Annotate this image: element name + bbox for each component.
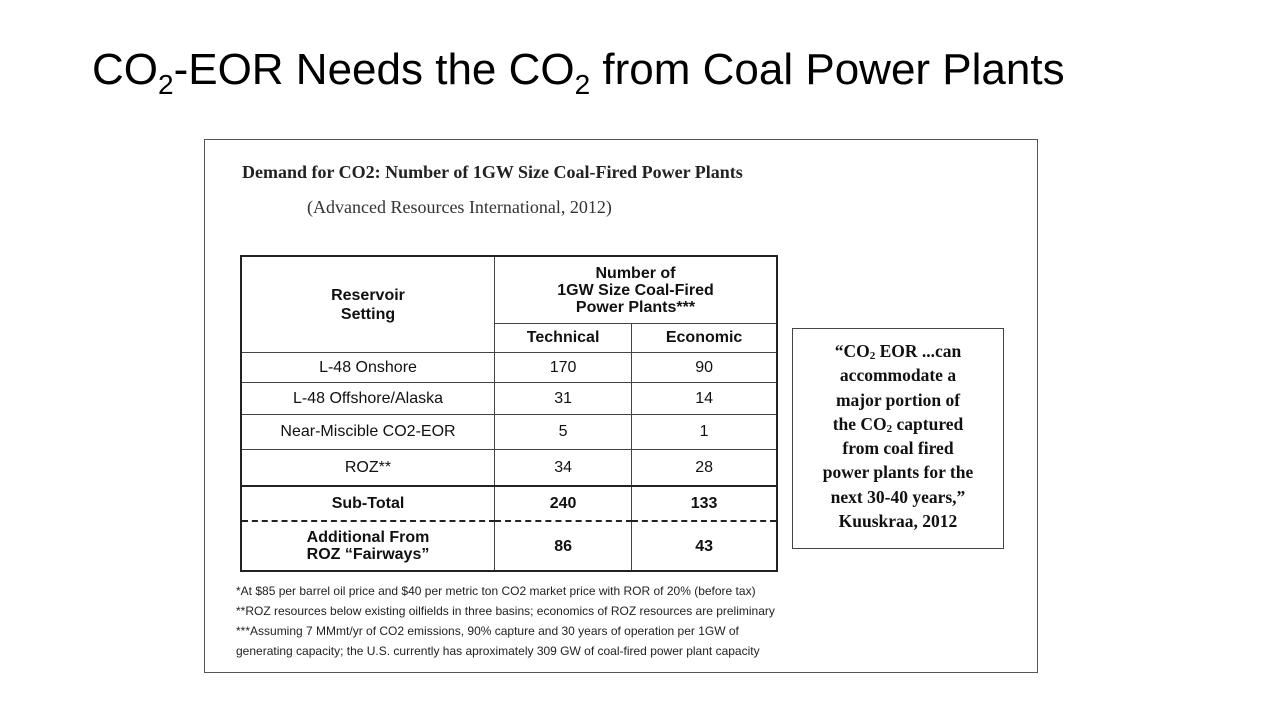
cell-economic: 28 <box>632 450 777 487</box>
quote-subscript: 2 <box>886 422 893 435</box>
header-group-line2: 1GW Size Coal-Fired <box>557 281 714 299</box>
table-row <box>241 383 777 415</box>
footnote: ***Assuming 7 MMmt/yr of CO2 emissions, 90% capture and 30 years of operation per 1GW of <box>236 624 739 638</box>
subtotal-economic: 133 <box>632 486 777 521</box>
cell-setting: Near-Miscible CO2-EOR <box>241 415 495 450</box>
header-group-line1: Number of <box>595 264 676 282</box>
power-plants-table <box>240 255 778 572</box>
subtotal-technical: 240 <box>495 486 632 521</box>
additional-row <box>241 521 777 571</box>
subtotal-label: Sub-Total <box>241 486 495 521</box>
footnote: *At $85 per barrel oil price and $40 per metric ton CO2 market price with ROR of 20% (before tax) <box>236 584 756 598</box>
title-text-part2: -EOR Needs the CO <box>173 45 575 94</box>
slide-title <box>92 42 1065 98</box>
footnote: **ROZ resources below existing oilfields in three basins; economics of ROZ resources are preliminary <box>236 604 775 618</box>
footnote: generating capacity; the U.S. currently has aproximately 309 GW of coal-fired power plant capacity <box>236 644 760 658</box>
table-row <box>241 353 777 383</box>
header-number-of-plants <box>495 256 778 324</box>
table-header-row <box>241 256 777 324</box>
additional-label-line1: Additional From <box>306 529 430 546</box>
header-reservoir-setting <box>241 256 495 353</box>
header-technical: Technical <box>495 324 632 353</box>
table-row <box>241 450 777 487</box>
cell-technical: 170 <box>495 353 632 383</box>
quote-line: next 30-40 years,” <box>830 486 966 507</box>
footnotes <box>236 581 775 661</box>
cell-setting: ROZ** <box>241 450 495 487</box>
cell-setting: L-48 Offshore/Alaska <box>241 383 495 415</box>
additional-label <box>241 521 495 571</box>
quote-text: “CO <box>834 341 870 361</box>
additional-label-line2: ROZ “Fairways” <box>306 546 430 563</box>
header-group-line3: Power Plants*** <box>575 298 696 316</box>
quote-line <box>793 339 1003 363</box>
figure-title: Demand for CO2: Number of 1GW Size Coal-Fired Power Plants <box>242 162 743 182</box>
cell-setting: L-48 Onshore <box>241 353 495 383</box>
quote-line: from coal fired <box>842 438 954 459</box>
header-setting-line1: Reservoir <box>331 286 405 304</box>
quote-line <box>793 412 1003 436</box>
header-economic: Economic <box>632 324 777 353</box>
table-row <box>241 415 777 450</box>
additional-technical: 86 <box>495 521 632 571</box>
cell-technical: 34 <box>495 450 632 487</box>
title-subscript-2: 2 <box>574 69 591 100</box>
quote-text: EOR ...can <box>875 341 962 361</box>
cell-economic: 1 <box>632 415 777 450</box>
quote-text: the CO <box>832 413 887 434</box>
quote-text: captured <box>892 413 964 434</box>
title-text-part1: CO <box>92 45 158 94</box>
title-subscript-1: 2 <box>158 69 174 100</box>
cell-economic: 14 <box>632 383 777 415</box>
additional-economic: 43 <box>632 521 777 571</box>
header-setting-line2: Setting <box>340 305 396 323</box>
cell-economic: 90 <box>632 353 777 383</box>
quote-line: power plants for the <box>822 462 974 483</box>
figure-subtitle: (Advanced Resources International, 2012) <box>307 197 612 217</box>
cell-technical: 31 <box>495 383 632 415</box>
quote-author: Kuuskraa, 2012 <box>838 511 958 532</box>
quote-subscript: 2 <box>869 350 876 362</box>
cell-technical: 5 <box>495 415 632 450</box>
quote-line: accommodate a <box>839 365 957 386</box>
quote-box <box>792 328 1004 549</box>
subtotal-row <box>241 486 777 521</box>
title-text-part3: from Coal Power Plants <box>590 45 1065 94</box>
quote-line: major portion of <box>835 389 961 410</box>
